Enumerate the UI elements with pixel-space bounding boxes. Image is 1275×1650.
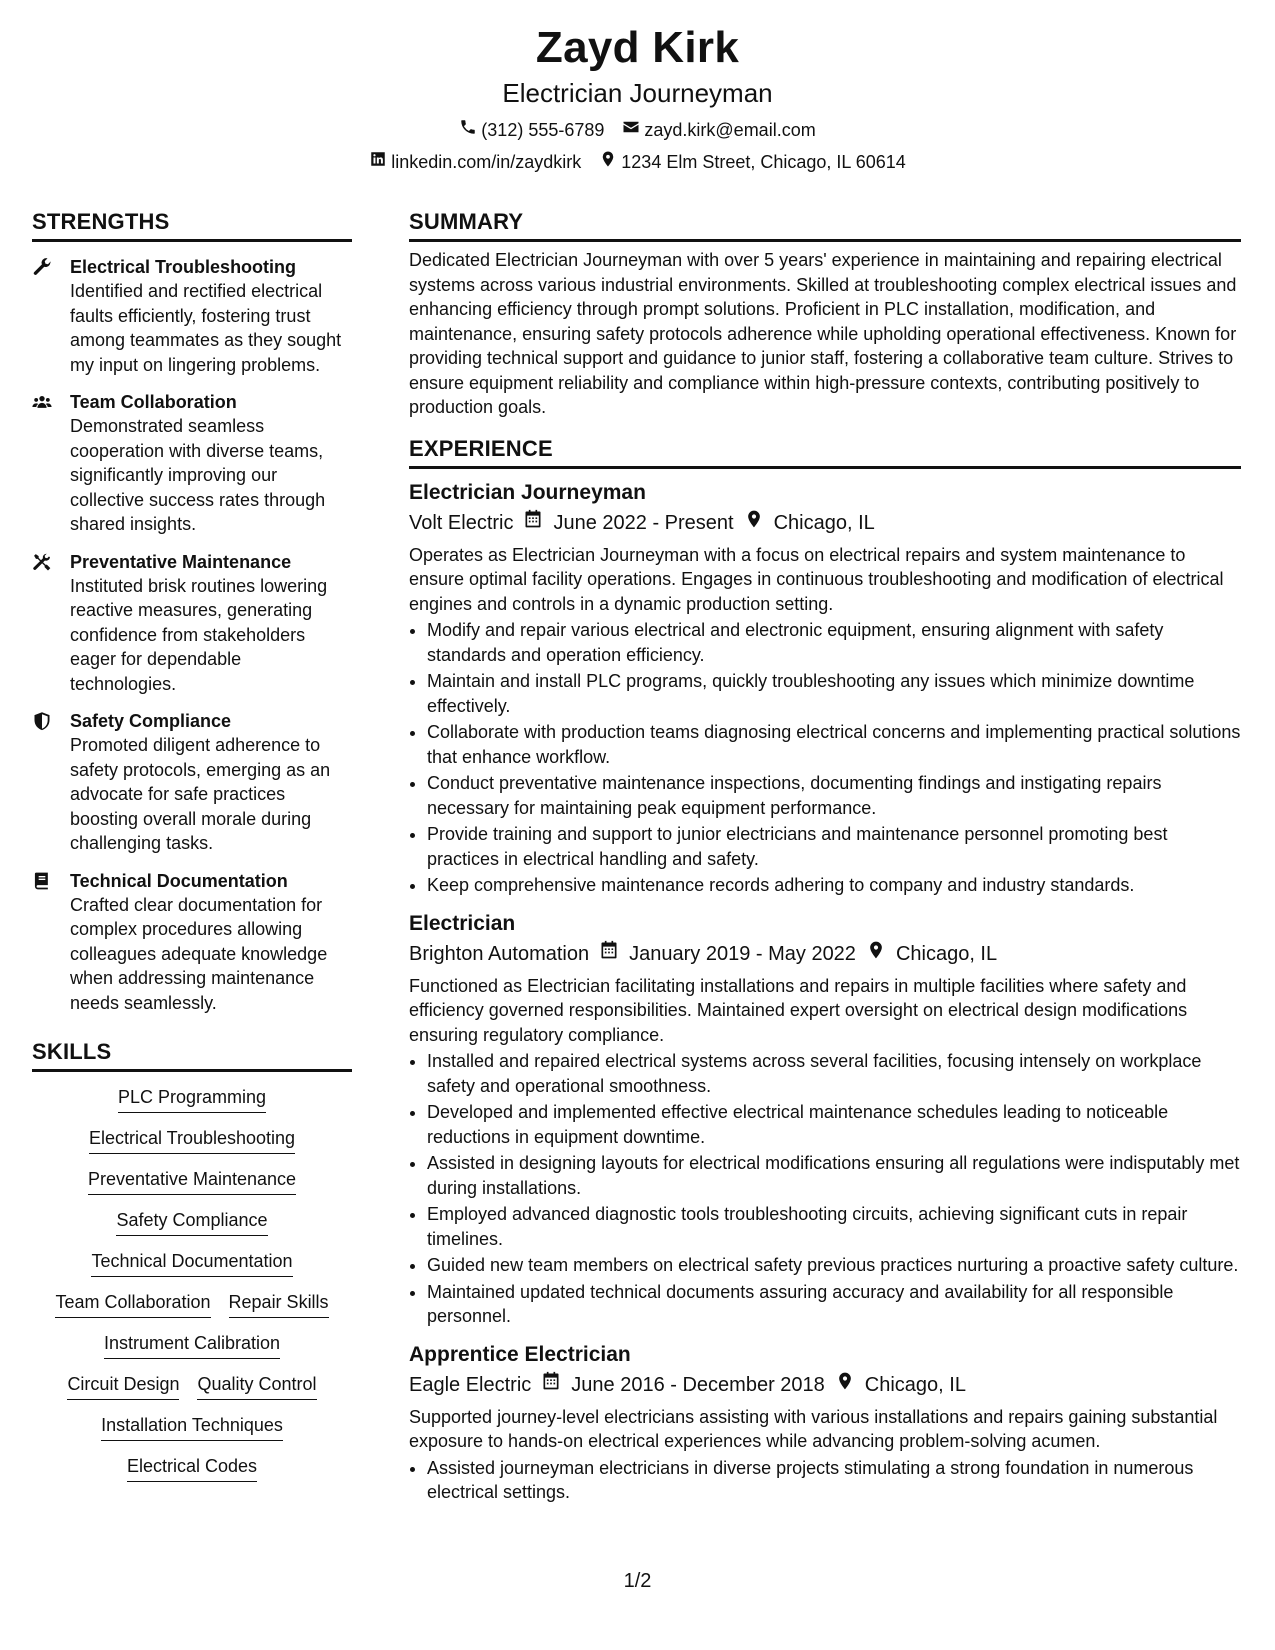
map-pin-icon xyxy=(835,1371,855,1399)
experience-heading: EXPERIENCE xyxy=(409,434,1241,469)
job-bullet: • Keep comprehensive maintenance records adhering to company and industry standards. xyxy=(427,873,1241,898)
strengths-heading: STRENGTHS xyxy=(32,207,352,242)
job-bullet: • Maintain and install PLC programs, quickly troubleshooting any issues which minimize downtime effectively. xyxy=(427,669,1241,718)
job-location: Chicago, IL xyxy=(864,1373,966,1396)
skill-row xyxy=(32,1085,352,1113)
job-title: Electrician xyxy=(409,911,516,935)
linkedin-text[interactable]: linkedin.com/in/zaydkirk xyxy=(391,152,582,172)
strength-title: Technical Documentation xyxy=(70,870,288,891)
skill-tag: Electrical Troubleshooting xyxy=(89,1126,295,1154)
job-description: Operates as Electrician Journeyman with a focus on electrical repairs and system maintenance to ensure optimal facility operations. Engages in continuous troubleshooting and modification of electrical engines and controls in a dynamic production setting. xyxy=(409,544,1224,614)
skill-tag: Installation Techniques xyxy=(101,1413,283,1441)
job-bullet: • Guided new team members on electrical safety previous practices nurturing a proactive safety culture. xyxy=(427,1253,1241,1278)
address-contact xyxy=(599,150,906,174)
strength-title: Electrical Troubleshooting xyxy=(70,257,297,277)
phone-icon xyxy=(459,118,477,142)
company-name: Volt Electric xyxy=(409,511,514,534)
job-meta xyxy=(409,940,1241,968)
strength-title: Safety Compliance xyxy=(70,711,232,731)
job-entry xyxy=(409,910,1241,1329)
linkedin-contact[interactable] xyxy=(369,150,581,174)
address-text: 1234 Elm Street, Chicago, IL 60614 xyxy=(621,152,906,172)
map-pin-icon xyxy=(866,940,886,968)
email-text[interactable]: zayd.kirk@email.com xyxy=(644,120,816,140)
calendar-icon xyxy=(599,940,619,968)
skill-tag: Electrical Codes xyxy=(127,1454,257,1482)
strength-item xyxy=(32,255,352,377)
strength-desc: Demonstrated seamless cooperation with diverse teams, significantly improving our collective success rates through shared insights. xyxy=(70,416,326,534)
job-entry xyxy=(409,479,1241,898)
strength-desc: Promoted diligent adherence to safety protocols, emerging as an advocate for safe practices boosting overall morale during challenging tasks. xyxy=(70,735,331,853)
company-name: Brighton Automation xyxy=(409,942,590,965)
map-pin-icon xyxy=(744,509,764,537)
job-bullets xyxy=(409,1049,1241,1329)
contact-row-2 xyxy=(0,150,1275,174)
job-description: Supported journey-level electricians assisting with various installations and repairs gaining substantial exposure to hands-on electrical experiences while advancing problem-solving acumen. xyxy=(409,1406,1218,1451)
skill-tag: Preventative Maintenance xyxy=(88,1167,296,1195)
job-bullet: • Installed and repaired electrical systems across several facilities, focusing intensely on workplace safety and operational smoothness. xyxy=(427,1049,1241,1098)
skill-row xyxy=(32,1454,352,1482)
skill-tag: Team Collaboration xyxy=(55,1290,210,1318)
book-icon xyxy=(32,869,70,1016)
wrench-icon xyxy=(32,255,70,377)
strength-item xyxy=(32,390,352,537)
strength-title: Team Collaboration xyxy=(70,392,237,412)
shield-icon xyxy=(32,709,70,856)
job-location: Chicago, IL xyxy=(773,511,875,534)
strength-desc: Instituted brisk routines lowering reactive measures, generating confidence from stakeholders eager for dependable technologies. xyxy=(70,575,328,694)
phone-contact xyxy=(459,118,604,142)
job-bullet: • Assisted journeyman electricians in diverse projects stimulating a strong foundation in numerous electrical settings. xyxy=(427,1456,1241,1505)
strength-desc: Crafted clear documentation for complex procedures allowing colleagues adequate knowledge when addressing maintenance needs seamlessly. xyxy=(70,894,328,1013)
page-number: 1/2 xyxy=(623,1570,652,1592)
skill-tag: PLC Programming xyxy=(118,1085,266,1113)
candidate-name: Zayd Kirk xyxy=(535,23,740,72)
skill-tag: Instrument Calibration xyxy=(104,1331,280,1359)
skill-tag: Technical Documentation xyxy=(91,1249,292,1277)
left-column xyxy=(32,207,352,1482)
phone-text: (312) 555-6789 xyxy=(481,120,605,140)
right-column xyxy=(409,207,1241,1505)
skill-row xyxy=(32,1372,352,1400)
tools-icon xyxy=(32,550,70,697)
candidate-title: Electrician Journeyman xyxy=(502,78,773,108)
resume-header xyxy=(0,20,1275,174)
strength-item xyxy=(32,709,352,856)
job-title: Apprentice Electrician xyxy=(409,1342,631,1366)
skills-list xyxy=(32,1085,352,1482)
job-location: Chicago, IL xyxy=(895,942,998,965)
skills-heading: SKILLS xyxy=(32,1037,352,1072)
job-bullets xyxy=(409,1456,1241,1505)
users-icon xyxy=(32,390,70,537)
calendar-icon xyxy=(523,509,543,537)
job-bullet: • Maintained updated technical documents assuring accuracy and availability for all responsible personnel. xyxy=(427,1280,1241,1329)
skill-row xyxy=(32,1290,352,1318)
job-bullet: • Collaborate with production teams diagnosing electrical concerns and implementing practical solutions that enhance workflow. xyxy=(427,720,1241,769)
email-contact[interactable] xyxy=(622,118,815,142)
strength-desc: Identified and rectified electrical faults efficiently, fostering trust among teammates as they sought my input on lingering problems. xyxy=(70,281,342,375)
skill-row xyxy=(32,1249,352,1277)
skill-row xyxy=(32,1167,352,1195)
strength-title: Preventative Maintenance xyxy=(70,551,292,572)
skill-row xyxy=(32,1208,352,1236)
job-dates: January 2019 - May 2022 xyxy=(629,942,856,965)
job-dates: June 2022 - Present xyxy=(553,511,734,534)
job-dates: June 2016 - December 2018 xyxy=(571,1373,825,1396)
job-entry xyxy=(409,1341,1241,1505)
contact-row-1 xyxy=(0,118,1275,142)
company-name: Eagle Electric xyxy=(409,1373,532,1396)
job-bullet: • Provide training and support to junior electricians and maintenance personnel promoting best practices in electrical handling and safety. xyxy=(427,822,1241,871)
job-title: Electrician Journeyman xyxy=(409,480,646,504)
skill-tag: Repair Skills xyxy=(229,1290,329,1318)
job-description: Functioned as Electrician facilitating installations and repairs in multiple facilities where safety and efficiency governed responsibilities. Maintained expert oversight on electrical design modifications ensuring regulatory compliance. xyxy=(409,975,1188,1045)
calendar-icon xyxy=(541,1371,561,1399)
job-bullet: • Employed advanced diagnostic tools troubleshooting circuits, achieving significant cuts in repair timelines. xyxy=(427,1202,1241,1251)
skill-row xyxy=(32,1331,352,1359)
linkedin-icon xyxy=(369,150,387,174)
map-pin-icon xyxy=(599,150,617,174)
summary-heading: SUMMARY xyxy=(409,207,1241,242)
summary-text: Dedicated Electrician Journeyman with over 5 years' experience in maintaining and repairing electrical systems across various industrial environments. Skilled at troubleshooting complex electrical issues and enhancing efficiency through prompt solutions. Proficient in PLC installation, modification, and maintenance, ensuring safety protocols adherence while upholding operational effectiveness. Known for providing technical support and guidance to junior staff, fostering a collaborative team culture. Strives to ensure equipment reliability and compliance within high-pressure contexts, contributing positively to production goals. xyxy=(409,250,1237,417)
skill-row xyxy=(32,1413,352,1441)
job-bullets xyxy=(409,618,1241,898)
skill-row xyxy=(32,1126,352,1154)
job-bullet: • Assisted in designing layouts for electrical modifications ensuring all regulations were indisputably met during installations. xyxy=(427,1151,1241,1200)
skill-tag: Quality Control xyxy=(197,1372,316,1400)
job-bullet: • Conduct preventative maintenance inspections, documenting findings and instigating repairs necessary for maintaining peak equipment performance. xyxy=(427,771,1241,820)
strength-item xyxy=(32,550,352,697)
job-bullet: • Modify and repair various electrical and electronic equipment, ensuring alignment with safety standards and operation efficiency. xyxy=(427,618,1241,667)
strength-item xyxy=(32,869,352,1016)
skill-tag: Circuit Design xyxy=(67,1372,179,1400)
job-bullet: • Developed and implemented effective electrical maintenance schedules leading to noticeable reductions in equipment downtime. xyxy=(427,1100,1241,1149)
skill-tag: Safety Compliance xyxy=(116,1208,267,1236)
envelope-icon xyxy=(622,118,640,142)
job-meta xyxy=(409,1371,1241,1399)
job-meta xyxy=(409,509,1241,537)
